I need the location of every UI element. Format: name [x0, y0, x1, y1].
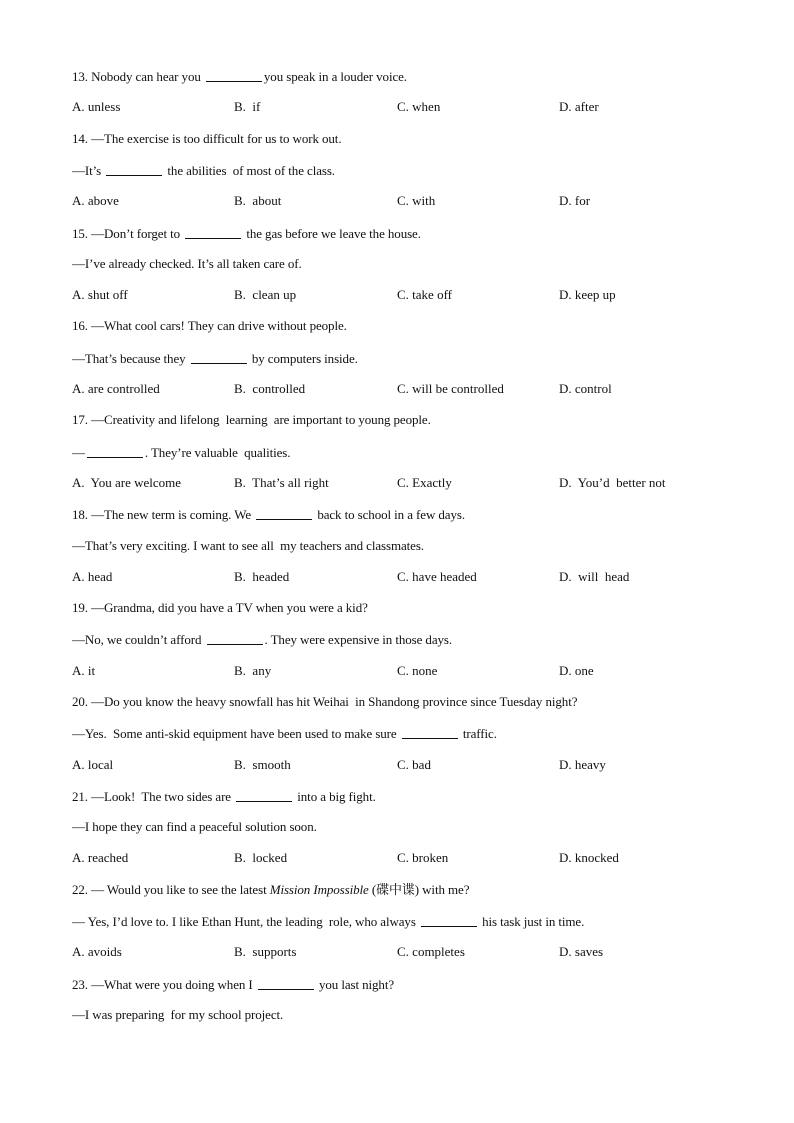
stem-text: 14. —The exercise is too difficult for us to work out.: [72, 131, 342, 146]
question-reply: [72, 536, 424, 556]
options-row: [72, 567, 732, 587]
stem-text: into a big fight.: [294, 789, 376, 804]
question-reply: [72, 254, 302, 274]
question-stem: [72, 504, 465, 524]
options-row: [72, 97, 732, 117]
answer-blank[interactable]: [185, 224, 241, 239]
stem-text: 17. —Creativity and lifelong learning are important to young people.: [72, 412, 431, 427]
question-stem: [72, 880, 469, 900]
stem-text: 16. —What cool cars! They can drive without people.: [72, 318, 347, 333]
option-c[interactable]: C. broken: [397, 850, 449, 865]
question-reply: [72, 817, 317, 837]
stem-text: —That’s very exciting. I want to see all my teachers and classmates.: [72, 538, 424, 553]
option-a[interactable]: A. head: [72, 569, 113, 584]
question-reply: [72, 1005, 283, 1025]
answer-blank[interactable]: [402, 724, 458, 739]
stem-text: his task just in time.: [478, 914, 585, 929]
option-c[interactable]: C. none: [397, 663, 438, 678]
stem-text: —That’s because they: [72, 351, 189, 366]
option-b[interactable]: B. smooth: [234, 757, 291, 772]
answer-blank[interactable]: [421, 912, 477, 927]
option-b[interactable]: B. That’s all right: [234, 475, 329, 490]
option-d[interactable]: D. heavy: [559, 757, 606, 772]
stem-text: 23. —What were you doing when I: [72, 977, 256, 992]
option-b[interactable]: B. about: [234, 193, 282, 208]
question-stem: [72, 692, 577, 712]
question-stem: [72, 786, 376, 806]
stem-text: —I’ve already checked. It’s all taken care of.: [72, 256, 302, 271]
option-a[interactable]: A. local: [72, 757, 114, 772]
option-c[interactable]: C. will be controlled: [397, 381, 504, 396]
option-c[interactable]: C. with: [397, 193, 436, 208]
stem-text: the gas before we leave the house.: [243, 226, 421, 241]
option-c[interactable]: C. take off: [397, 287, 452, 302]
question-reply: [72, 442, 290, 462]
option-a[interactable]: A. You are welcome: [72, 475, 182, 490]
question-reply: [72, 911, 584, 931]
option-b[interactable]: B. controlled: [234, 381, 306, 396]
stem-text: . They’re valuable qualities.: [144, 445, 291, 460]
option-c[interactable]: C. Exactly: [397, 475, 452, 490]
option-c[interactable]: C. when: [397, 99, 441, 114]
movie-title: Mission Impossible: [269, 882, 369, 897]
question-stem: [72, 223, 421, 243]
stem-text: 13. Nobody can hear you: [72, 69, 204, 84]
stem-text: traffic.: [459, 726, 497, 741]
stem-text: —Yes. Some anti-skid equipment have been used to make sure: [72, 726, 400, 741]
stem-text: —I hope they can find a peaceful solution soon.: [72, 819, 317, 834]
stem-text: you last night?: [315, 977, 395, 992]
option-c[interactable]: C. completes: [397, 944, 465, 959]
question-stem: [72, 66, 407, 86]
option-a[interactable]: A. unless: [72, 99, 121, 114]
option-d[interactable]: D. will head: [559, 569, 630, 584]
option-d[interactable]: D. You’d better not: [559, 475, 666, 490]
stem-text: . They were expensive in those days.: [264, 632, 453, 647]
option-b[interactable]: B. headed: [234, 569, 290, 584]
question-reply: [72, 348, 358, 368]
option-d[interactable]: D. keep up: [559, 287, 616, 302]
option-b[interactable]: B. any: [234, 663, 272, 678]
question-reply: [72, 629, 452, 649]
option-d[interactable]: D. control: [559, 381, 612, 396]
stem-text: 18. —The new term is coming. We: [72, 507, 255, 522]
stem-text: 21. —Look! The two sides are: [72, 789, 235, 804]
option-b[interactable]: B. locked: [234, 850, 288, 865]
question-reply: [72, 723, 497, 743]
option-a[interactable]: A. above: [72, 193, 119, 208]
option-b[interactable]: B. supports: [234, 944, 297, 959]
options-row: [72, 661, 732, 681]
answer-blank[interactable]: [106, 161, 162, 176]
stem-text: —: [72, 445, 85, 460]
option-a[interactable]: A. shut off: [72, 287, 128, 302]
question-stem: [72, 974, 394, 994]
answer-blank[interactable]: [207, 630, 263, 645]
answer-blank[interactable]: [236, 787, 292, 802]
option-d[interactable]: D. for: [559, 193, 591, 208]
option-c[interactable]: C. bad: [397, 757, 431, 772]
stem-text: 20. —Do you know the heavy snowfall has hit Weihai in Shandong province since Tuesday night?: [72, 694, 578, 709]
option-d[interactable]: D. saves: [559, 944, 604, 959]
answer-blank[interactable]: [191, 349, 247, 364]
answer-blank[interactable]: [87, 443, 143, 458]
stem-text: 15. —Don’t forget to: [72, 226, 184, 241]
answer-blank[interactable]: [258, 975, 314, 990]
question-stem: [72, 410, 431, 430]
question-reply: [72, 160, 335, 180]
stem-text: you speak in a louder voice.: [263, 69, 407, 84]
options-row: [72, 755, 732, 775]
option-d[interactable]: D. one: [559, 663, 594, 678]
option-c[interactable]: C. have headed: [397, 569, 477, 584]
question-stem: [72, 598, 368, 618]
options-row: [72, 285, 732, 305]
stem-text: —It’s: [72, 163, 105, 178]
option-d[interactable]: D. after: [559, 99, 599, 114]
options-row: [72, 191, 732, 211]
question-stem: [72, 129, 341, 149]
stem-text: 22. — Would you like to see the latest: [72, 882, 270, 897]
stem-text: — Yes, I’d love to. I like Ethan Hunt, the leading role, who always: [72, 914, 419, 929]
option-b[interactable]: B. if: [234, 99, 261, 114]
stem-text: 19. —Grandma, did you have a TV when you were a kid?: [72, 600, 368, 615]
stem-text: (碟中谍) with me?: [368, 882, 470, 897]
option-a[interactable]: A. avoids: [72, 944, 122, 959]
options-row: [72, 379, 732, 399]
option-a[interactable]: A. reached: [72, 850, 129, 865]
options-row: [72, 942, 732, 962]
answer-blank[interactable]: [206, 67, 262, 82]
question-stem: [72, 316, 347, 336]
stem-text: back to school in a few days.: [314, 507, 465, 522]
stem-text: —No, we couldn’t afford: [72, 632, 205, 647]
stem-text: the abilities of most of the class.: [164, 163, 335, 178]
options-row: [72, 848, 732, 868]
option-a[interactable]: A. are controlled: [72, 381, 160, 396]
stem-text: —I was preparing for my school project.: [72, 1007, 284, 1022]
option-b[interactable]: B. clean up: [234, 287, 297, 302]
options-row: [72, 473, 732, 493]
option-a[interactable]: A. it: [72, 663, 96, 678]
option-d[interactable]: D. knocked: [559, 850, 619, 865]
stem-text: by computers inside.: [248, 351, 358, 366]
answer-blank[interactable]: [256, 505, 312, 520]
